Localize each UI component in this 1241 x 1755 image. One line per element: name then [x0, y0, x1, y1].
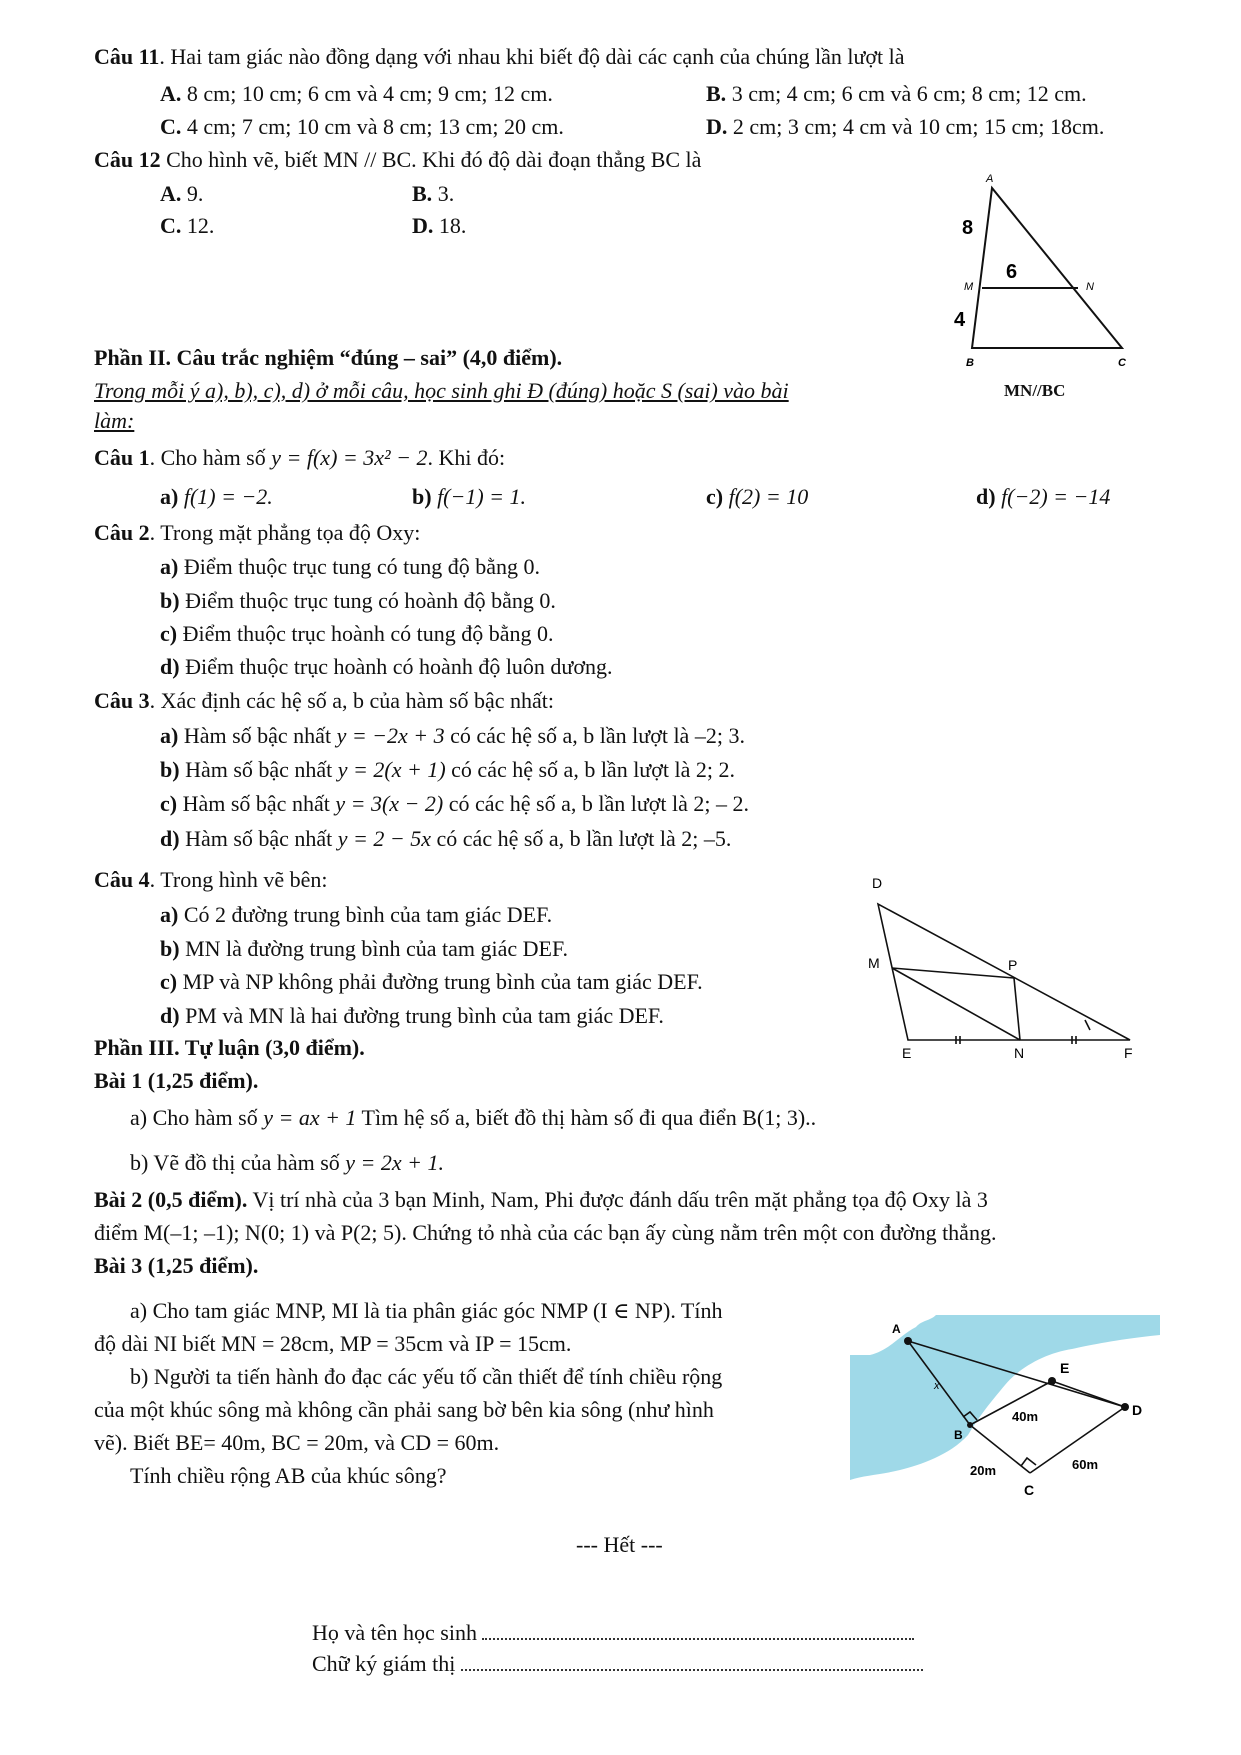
label-c: C	[1118, 357, 1126, 369]
tick-pf	[1085, 1020, 1090, 1030]
b3-a-line2: độ dài NI biết MN = 28cm, MP = 35cm và IP = 15cm.	[94, 1331, 572, 1356]
label-n: N	[1014, 1045, 1025, 1061]
label-cd: 60m	[1072, 1457, 1099, 1472]
label-a: A	[986, 173, 994, 185]
b2-line2: điểm M(–1; –1); N(0; 1) và P(2; 5). Chứng tỏ nhà của các bạn ấy cùng nằm trên một con đường thẳng.	[94, 1220, 997, 1245]
c1-function: y = f(x) = 3x² − 2	[271, 445, 428, 470]
c3-item-c: c) Hàm số bậc nhất y = 3(x − 2) có các hệ số a, b lần lượt là 2; – 2.	[160, 791, 750, 816]
q12-option-c: C. 12.	[160, 213, 215, 238]
q11-option-c: C. 4 cm; 7 cm; 10 cm và 8 cm; 13 cm; 20 cm.	[160, 114, 564, 139]
point-e	[1048, 1377, 1056, 1385]
label-d: D	[1132, 1402, 1143, 1418]
label-p: P	[1008, 957, 1018, 973]
q11-label: Câu 11	[94, 44, 160, 69]
b1-part-b: b) Vẽ đồ thị của hàm số y = 2x + 1.	[130, 1150, 445, 1175]
label-be: 40m	[1012, 1409, 1039, 1424]
right-angle-c	[1021, 1458, 1036, 1466]
label-length-am: 8	[962, 217, 974, 239]
c4-item-a: a) Có 2 đường trung bình của tam giác DEF.	[160, 902, 553, 927]
b3-b-line4: Tính chiều rộng AB của khúc sông?	[130, 1463, 447, 1488]
line-ed	[1052, 1381, 1125, 1407]
triangle-abc	[972, 188, 1122, 348]
c4-item-b: b) MN là đường trung bình của tam giác DEF.	[160, 936, 568, 961]
q12-label: Câu 12	[94, 147, 161, 172]
b1-part-a: a) Cho hàm số y = ax + 1 Tìm hệ số a, biết đồ thị hàm số đi qua điển B(1; 3)..	[130, 1105, 817, 1130]
label-b: B	[954, 1428, 963, 1442]
proctor-signature-line: Chữ ký giám thị	[312, 1651, 923, 1677]
label-n: N	[1086, 281, 1094, 293]
proctor-signature-blank[interactable]	[461, 1651, 923, 1671]
b3-river-figure	[850, 1315, 1160, 1505]
label-m: M	[964, 281, 974, 293]
c2-item-a: a) Điểm thuộc trục tung có tung độ bằng 0.	[160, 554, 541, 579]
q12-triangle-figure	[950, 160, 1150, 405]
label-c: C	[1024, 1482, 1035, 1498]
c4-stem: Câu 4. Trong hình vẽ bên:	[94, 867, 328, 892]
end-marker: --- Hết ---	[576, 1532, 663, 1557]
c4-triangle-figure	[860, 870, 1160, 1070]
b3-b-line2: của một khúc sông mà không cần phải sang bờ bên kia sông (như hình	[94, 1397, 714, 1422]
b3-b-line3: vẽ). Biết BE= 40m, BC = 20m, và CD = 60m.	[94, 1430, 500, 1455]
segment-pn	[1014, 978, 1020, 1040]
c3-item-a: a) Hàm số bậc nhất y = −2x + 3 có các hệ số a, b lần lượt là –2; 3.	[160, 723, 745, 748]
triangle-def	[878, 904, 1130, 1040]
c1-item-d: d) f(−2) = −14	[976, 484, 1111, 509]
b3-b-line1: b) Người ta tiến hành đo đạc các yếu tố cần thiết để tính chiều rộng	[130, 1364, 723, 1389]
c3-item-b: b) Hàm số bậc nhất y = 2(x + 1) có các hệ số a, b lần lượt là 2; 2.	[160, 757, 735, 782]
c2-stem: Câu 2. Trong mặt phẳng tọa độ Oxy:	[94, 520, 421, 545]
part2-instruction-line1: Trong mỗi ý a), b), c), d) ở mỗi câu, học sinh ghi Đ (đúng) hoặc S (sai) vào bài	[94, 378, 789, 403]
q11-option-d: D. 2 cm; 3 cm; 4 cm và 10 cm; 15 cm; 18cm.	[706, 114, 1105, 139]
label-f: F	[1124, 1045, 1133, 1061]
q12-option-d: D. 18.	[412, 213, 467, 238]
point-a	[904, 1337, 912, 1345]
c1-item-a: a) f(1) = −2.	[160, 484, 273, 509]
point-b	[967, 1422, 973, 1428]
student-name-line: Họ và tên học sinh	[312, 1620, 914, 1646]
q12-figure-caption: MN//BC	[1004, 381, 1066, 400]
label-x: x	[934, 1380, 940, 1392]
q12-stem: Câu 12 Cho hình vẽ, biết MN // BC. Khi đó độ dài đoạn thẳng BC là	[94, 147, 702, 172]
label-e: E	[1060, 1360, 1070, 1376]
river-water	[850, 1315, 1160, 1480]
c1-stem: Câu 1. Cho hàm số y = f(x) = 3x² − 2. Khi đó:	[94, 445, 506, 470]
c2-item-c: c) Điểm thuộc trục hoành có tung độ bằng 0.	[160, 621, 554, 646]
label-m: M	[868, 955, 880, 971]
c1-item-b: b) f(−1) = 1.	[412, 484, 527, 509]
part2-title: Phần II. Câu trắc nghiệm “đúng – sai” (4,0 điểm).	[94, 345, 563, 370]
part2-instruction-line2: làm:	[94, 408, 135, 433]
b1-title: Bài 1 (1,25 điểm).	[94, 1068, 259, 1093]
q12-option-a: A. 9.	[160, 181, 204, 206]
label-length-mn: 6	[1006, 261, 1018, 283]
c3-item-d: d) Hàm số bậc nhất y = 2 − 5x có các hệ số a, b lần lượt là 2; –5.	[160, 826, 732, 851]
segment-mn	[892, 968, 1020, 1040]
point-d	[1121, 1403, 1129, 1411]
part3-title: Phần III. Tự luận (3,0 điểm).	[94, 1035, 365, 1060]
label-d: D	[872, 875, 883, 891]
c4-item-c: c) MP và NP không phải đường trung bình của tam giác DEF.	[160, 969, 703, 994]
q11-stem: Câu 11. Hai tam giác nào đồng dạng với nhau khi biết độ dài các cạnh của chúng lần lượt là	[94, 44, 905, 69]
c2-item-d: d) Điểm thuộc trục hoành có hoành độ luôn dương.	[160, 654, 613, 679]
q12-option-b: B. 3.	[412, 181, 455, 206]
c3-stem: Câu 3. Xác định các hệ số a, b của hàm số bậc nhất:	[94, 688, 555, 713]
q11-option-a: A. 8 cm; 10 cm; 6 cm và 4 cm; 9 cm; 12 cm.	[160, 81, 553, 106]
label-e: E	[902, 1045, 912, 1061]
c1-item-c: c) f(2) = 10	[706, 484, 809, 509]
c4-item-d: d) PM và MN là hai đường trung bình của tam giác DEF.	[160, 1003, 664, 1028]
segment-mp	[892, 968, 1014, 978]
label-length-mb: 4	[954, 309, 966, 331]
q11-option-b: B. 3 cm; 4 cm; 6 cm và 6 cm; 8 cm; 12 cm.	[706, 81, 1087, 106]
b3-a-line1: a) Cho tam giác MNP, MI là tia phân giác góc NMP (I ∈ NP). Tính	[130, 1298, 723, 1323]
label-b: B	[966, 357, 974, 369]
student-name-blank[interactable]	[482, 1620, 914, 1640]
b2-line1: Bài 2 (0,5 điểm). Vị trí nhà của 3 bạn Minh, Nam, Phi được đánh dấu trên mặt phẳng tọa độ Oxy là 3	[94, 1187, 988, 1212]
label-bc: 20m	[970, 1463, 997, 1478]
c2-item-b: b) Điểm thuộc trục tung có hoành độ bằng 0.	[160, 588, 556, 613]
label-a: A	[892, 1322, 901, 1336]
b3-title: Bài 3 (1,25 điểm).	[94, 1253, 259, 1278]
